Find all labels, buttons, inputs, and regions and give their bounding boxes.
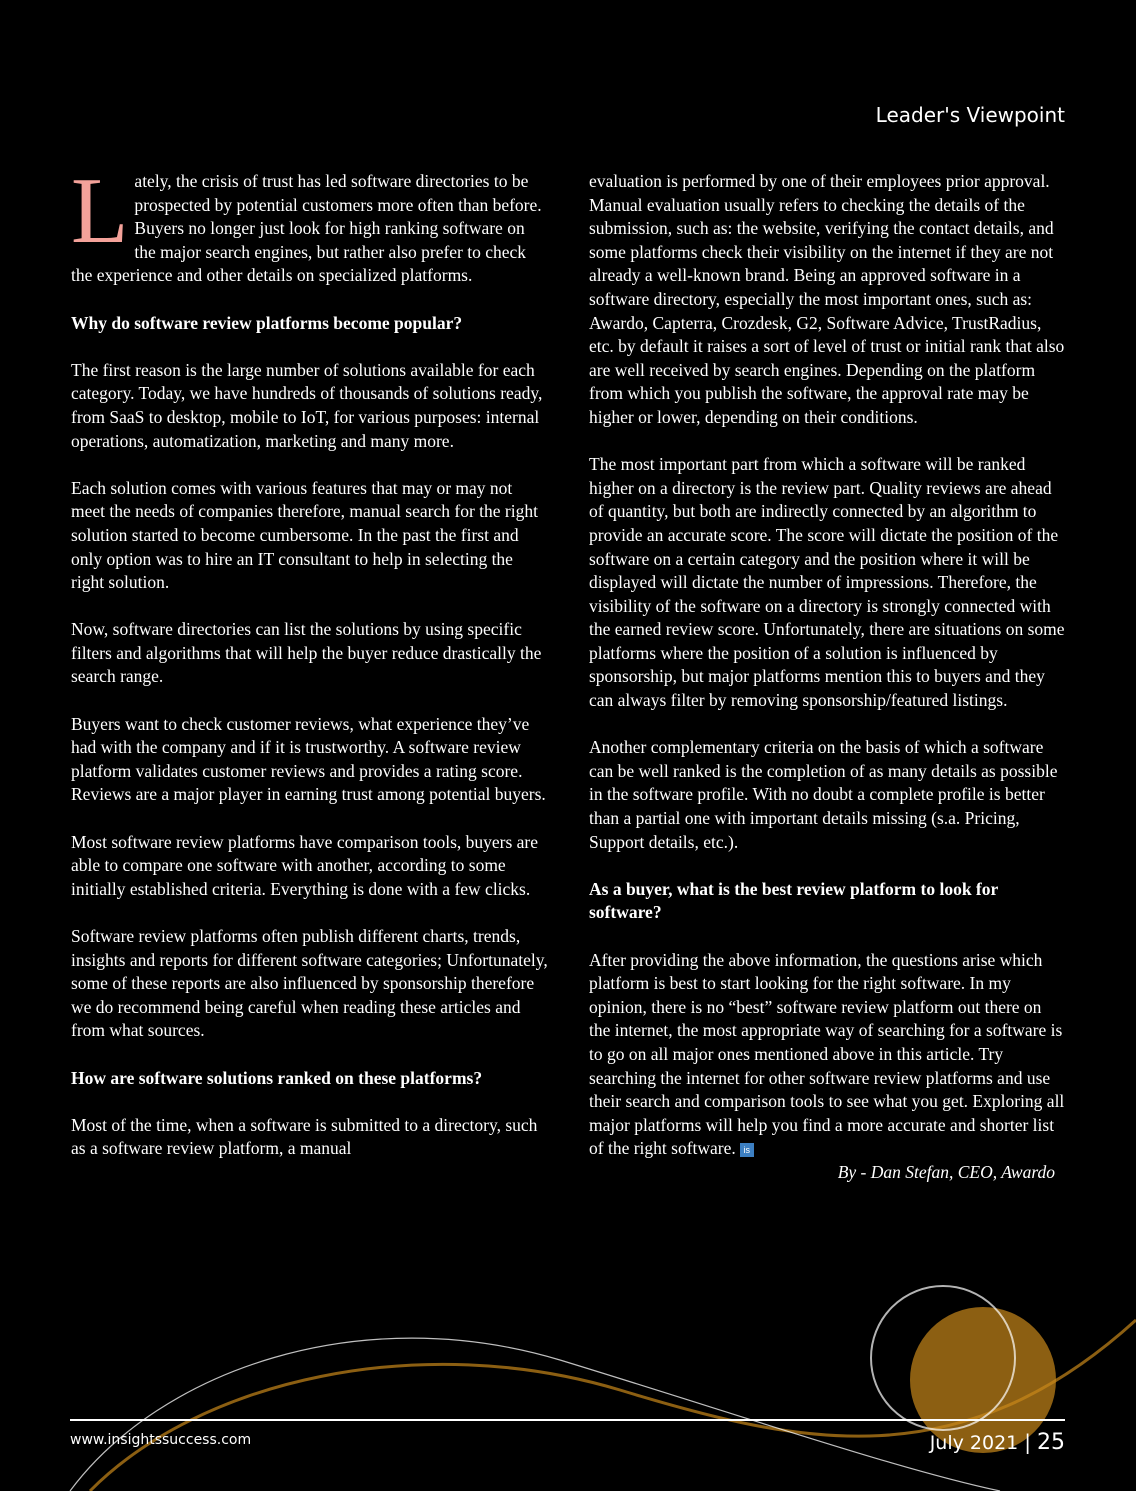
body-paragraph: Another complementary criteria on the basis of which a software can be well ranked is the completion of as many details as possible in the software profile. With no doubt a complete profile is better than a partial one with important details missing (s.a. Pricing, Support details, etc.).: [589, 737, 1058, 852]
section-label: Leader's Viewpoint: [875, 103, 1065, 127]
issue-date: July 2021: [929, 1432, 1019, 1454]
footer-divider: [70, 1419, 1065, 1421]
body-paragraph: evaluation is performed by one of their employees prior approval. Manual evaluation usually refers to checking the details of the submission, such as: the website, verifying the contact details, and some platforms check their visibility on the internet if they are not already a well-known brand. Being an approved software in a software directory, especially the most important ones, such as: Awardo, Capterra, Crozdesk, G2, Software Advice, TrustRadius, etc. by default it raises a sort of level of trust or initial rank that also are well received by search engines. Depending on the platform from which you publish the software, the approval rate may be higher or lower, depending on their conditions.: [589, 171, 1065, 427]
end-of-article-icon: is: [740, 1143, 754, 1157]
footer-page-info: [930, 1430, 1065, 1455]
final-paragraph: [589, 949, 1065, 1161]
footer-website-url: www.insightssuccess.com: [70, 1432, 252, 1448]
footer-separator: |: [1024, 1430, 1031, 1454]
body-paragraph: The most important part from which a software will be ranked higher on a directory is the review part. Quality reviews are ahead of quantity, but both are indirectly connected by an algorithm to provide an accurate score. The score will dictate the position of the software on a certain category and the position where it will be displayed will dictate the number of impressions. Therefore, the visibility of the software on a directory is strongly connected with the earned review score. Unfortunately, there are situations on some platforms where the position of a solution is influenced by sponsorship, but major platforms mention this to buyers and they can always filter by removing sponsorship/featured listings.: [589, 454, 1065, 711]
article-left-column: [71, 159, 549, 1185]
intro-text: ately, the crisis of trust has led software directories to be prospected by potential customers more often than before. Buyers no longer just look for high ranking software on the major search engines, but rather also prefer to check the experience and other details on specialized platforms.: [71, 171, 542, 286]
body-paragraph: Most of the time, when a software is submitted to a directory, such as a software review platform, a manual: [71, 1114, 538, 1159]
body-paragraph: Each solution comes with various features that may or may not meet the needs of companies therefore, manual search for the right solution started to become cumbersome. In the past the first and only option was to hire an IT consultant to help in selecting the right solution.: [71, 477, 538, 593]
page-number: 25: [1037, 1430, 1065, 1455]
body-paragraph: The first reason is the large number of solutions available for each category. Today, we have hundreds of thousands of solutions ready, from SaaS to desktop, mobile to IoT, for various purposes: internal operations, automatization, marketing and many more.: [71, 359, 543, 451]
decorative-white-curve: [70, 1338, 1000, 1491]
dropcap: L: [71, 159, 129, 263]
body-paragraph: Now, software directories can list the solutions by using specific filters and algorithms that will help the buyer reduce drastically the search range.: [71, 619, 542, 687]
final-text: After providing the above information, the questions arise which platform is best to start looking for the right software. In my opinion, there is no “best” software review platform out there on the internet, the most appropriate way of searching for a software is to go on all major ones mentioned above in this article. Try searching the internet for other software review platforms and use their search and comparison tools to see what you get. Exploring all major platforms will help you find a more accurate and shorter list of the right software.: [589, 949, 1065, 1159]
section-heading: How are software solutions ranked on these platforms?: [71, 1067, 483, 1088]
body-paragraph: Most software review platforms have comparison tools, buyers are able to compare one software with another, according to some initially established criteria. Everything is done with a few clicks.: [71, 831, 539, 899]
section-heading: Why do software review platforms become popular?: [71, 312, 463, 333]
article-right-column: [589, 170, 1065, 1208]
body-paragraph: Buyers want to check customer reviews, what experience they’ve had with the company and if it is trustworthy. A software review platform validates customer reviews and provides a rating score. Reviews are a major player in earning trust among potential buyers.: [71, 713, 546, 805]
author-byline: By - Dan Stefan, CEO, Awardo: [837, 1161, 1055, 1182]
section-heading: As a buyer, what is the best review platform to look for software?: [589, 878, 998, 923]
body-paragraph: Software review platforms often publish different charts, trends, insights and reports for different software categories; Unfortunately, some of these reports are also influenced by sponsorship therefore we do recommend being careful when reading these articles and from what sources.: [71, 926, 548, 1041]
intro-paragraph: [71, 159, 549, 288]
